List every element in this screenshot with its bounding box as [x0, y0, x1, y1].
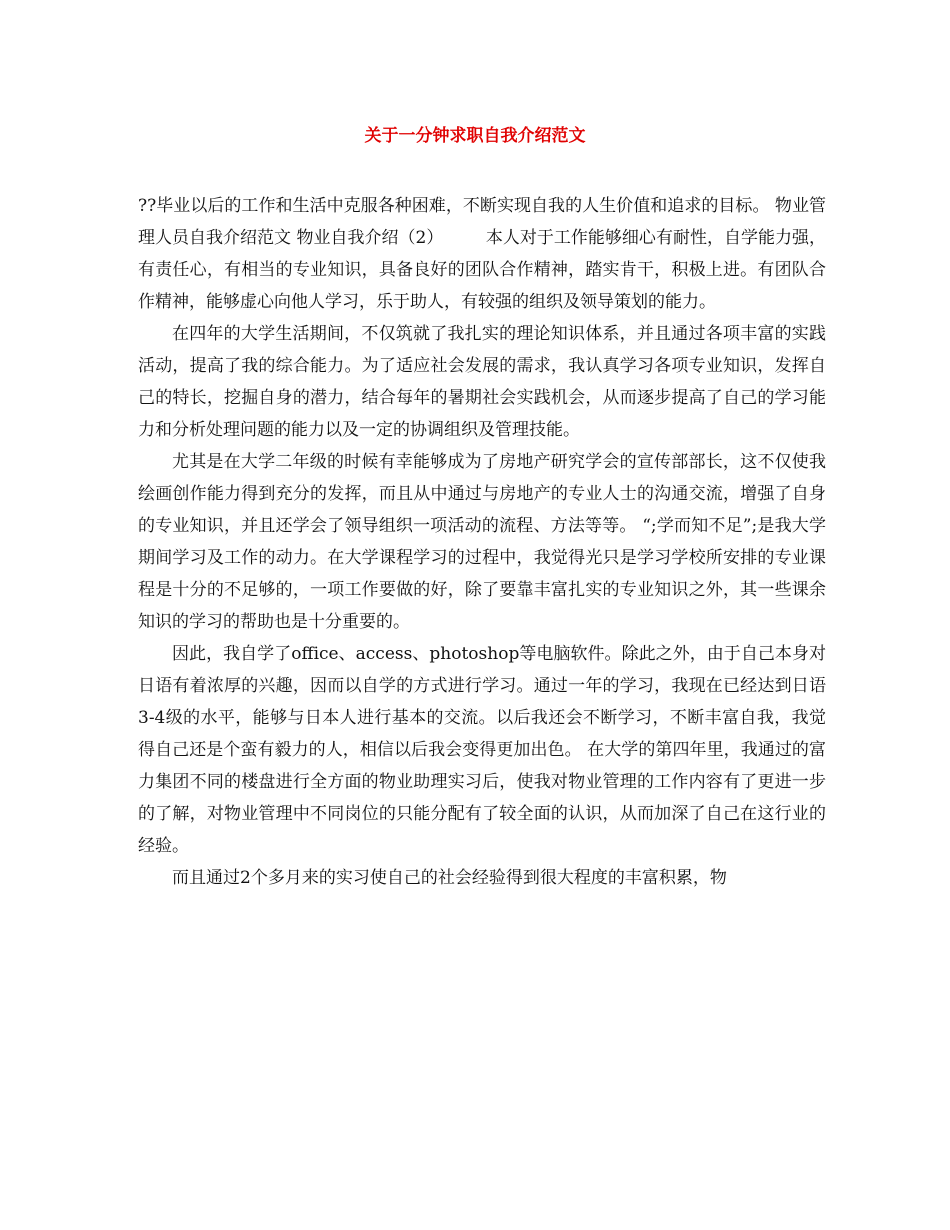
- paragraph-1: ??毕业以后的工作和生活中克服各种困难，不断实现自我的人生价值和追求的目标。 物业管理人员自我介绍范文 物业自我介绍（2） 本人对于工作能够细心有耐性，自学能力强，有责任心，有相当的专业知识，具备良好的团队合作精神，踏实肯干，积极上进。有团队合作精神，能够虚心向他人学习，乐于助人，有较强的组织及领导策划的能力。: [138, 196, 826, 312]
- paragraph-3: 尤其是在大学二年级的时候有幸能够成为了房地产研究学会的宣传部部长，这不仅使我绘画创作能力得到充分的发挥，而且从中通过与房地产的专业人士的沟通交流，增强了自身的专业知识，并且还学会了领导组织一项活动的流程、方法等等。 “;学而知不足”;是我大学期间学习及工作的动力。在大学课程学习的过程中，我觉得光只是学习学校所安排的专业课程是十分的不足够的，一项工作要做的好，除了要靠丰富扎实的专业知识之外，其一些课余知识的学习的帮助也是十分重要的。: [138, 452, 826, 632]
- paragraph-5: 而且通过2个多月来的实习使自己的社会经验得到很大程度的丰富积累，物: [172, 868, 727, 888]
- document-body: [138, 190, 826, 894]
- paragraph-2: 在四年的大学生活期间，不仅筑就了我扎实的理论知识体系，并且通过各项丰富的实践活动，提高了我的综合能力。为了适应社会发展的需求，我认真学习各项专业知识，发挥自己的特长，挖掘自身的潜力，结合每年的暑期社会实践机会，从而逐步提高了自己的学习能力和分析处理问题的能力以及一定的协调组织及管理技能。: [138, 324, 826, 440]
- document-title: 关于一分钟求职自我介绍范文: [364, 126, 586, 146]
- paragraph-4: 因此，我自学了office、access、photoshop等电脑软件。除此之外，由于自己本身对日语有着浓厚的兴趣，因而以自学的方式进行学习。通过一年的学习，我现在已经达到日语3-4级的水平，能够与日本人进行基本的交流。以后我还会不断学习，不断丰富自我，我觉得自己还是个蛮有毅力的人，相信以后我会变得更加出色。 在大学的第四年里，我通过的富力集团不同的楼盘进行全方面的物业助理实习后，使我对物业管理的工作内容有了更进一步的了解，对物业管理中不同岗位的只能分配有了较全面的认识，从而加深了自己在这行业的经验。: [138, 644, 826, 856]
